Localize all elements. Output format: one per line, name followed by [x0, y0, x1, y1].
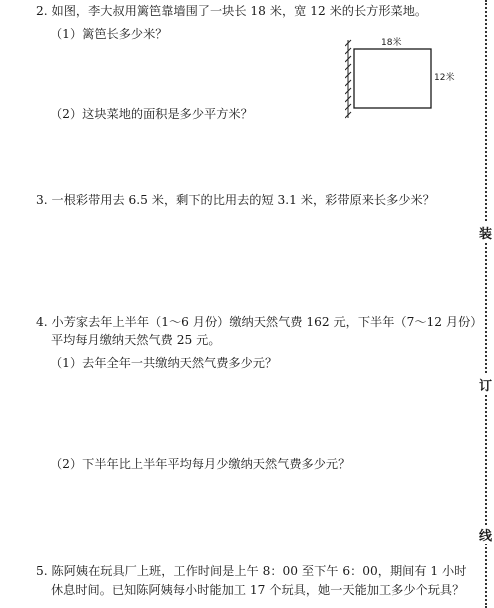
binding-margin [477, 0, 494, 608]
q3-stem: 3. 一根彩带用去 6.5 米，剩下的比用去的短 3.1 米，彩带原来长多少米？ [36, 193, 435, 207]
q5-stem-line1: 5. 陈阿姨在玩具厂上班，工作时间是上午 8：00 至下午 6：00，期间有 1 小时 [36, 564, 467, 578]
q4-stem-line2: 平均每月缴纳天然气费 25 元。 [51, 333, 221, 347]
wall-hatch [345, 40, 351, 118]
binding-char-xian: 线 [477, 525, 494, 544]
q4-sub2: （2）下半年比上半年平均每月少缴纳天然气费多少元？ [50, 457, 351, 471]
q2-sub1: （1）篱笆长多少米？ [50, 27, 168, 41]
q2-stem: 2. 如图，李大叔用篱笆靠墙围了一块长 18 米，宽 12 米的长方形菜地。 [36, 4, 428, 18]
garden-rectangle [354, 49, 431, 108]
length-label: 18米 [381, 38, 402, 48]
q5-stem-line2: 休息时间。已知陈阿姨每小时能加工 17 个玩具，她一天能加工多少个玩具？ [51, 583, 465, 597]
binding-char-zhuang: 装 [477, 223, 494, 242]
garden-diagram [345, 34, 455, 124]
q4-sub1: （1）去年全年一共缴纳天然气费多少元？ [50, 356, 278, 370]
binding-char-ding: 订 [477, 375, 494, 394]
q4-stem-line1: 4. 小芳家去年上半年（1～6 月份）缴纳天然气费 162 元，下半年（7～12 月份） [36, 315, 483, 329]
width-label: 12米 [434, 73, 455, 83]
q2-sub2: （2）这块菜地的面积是多少平方米？ [50, 107, 253, 121]
binding-dotted-line [485, 0, 487, 608]
